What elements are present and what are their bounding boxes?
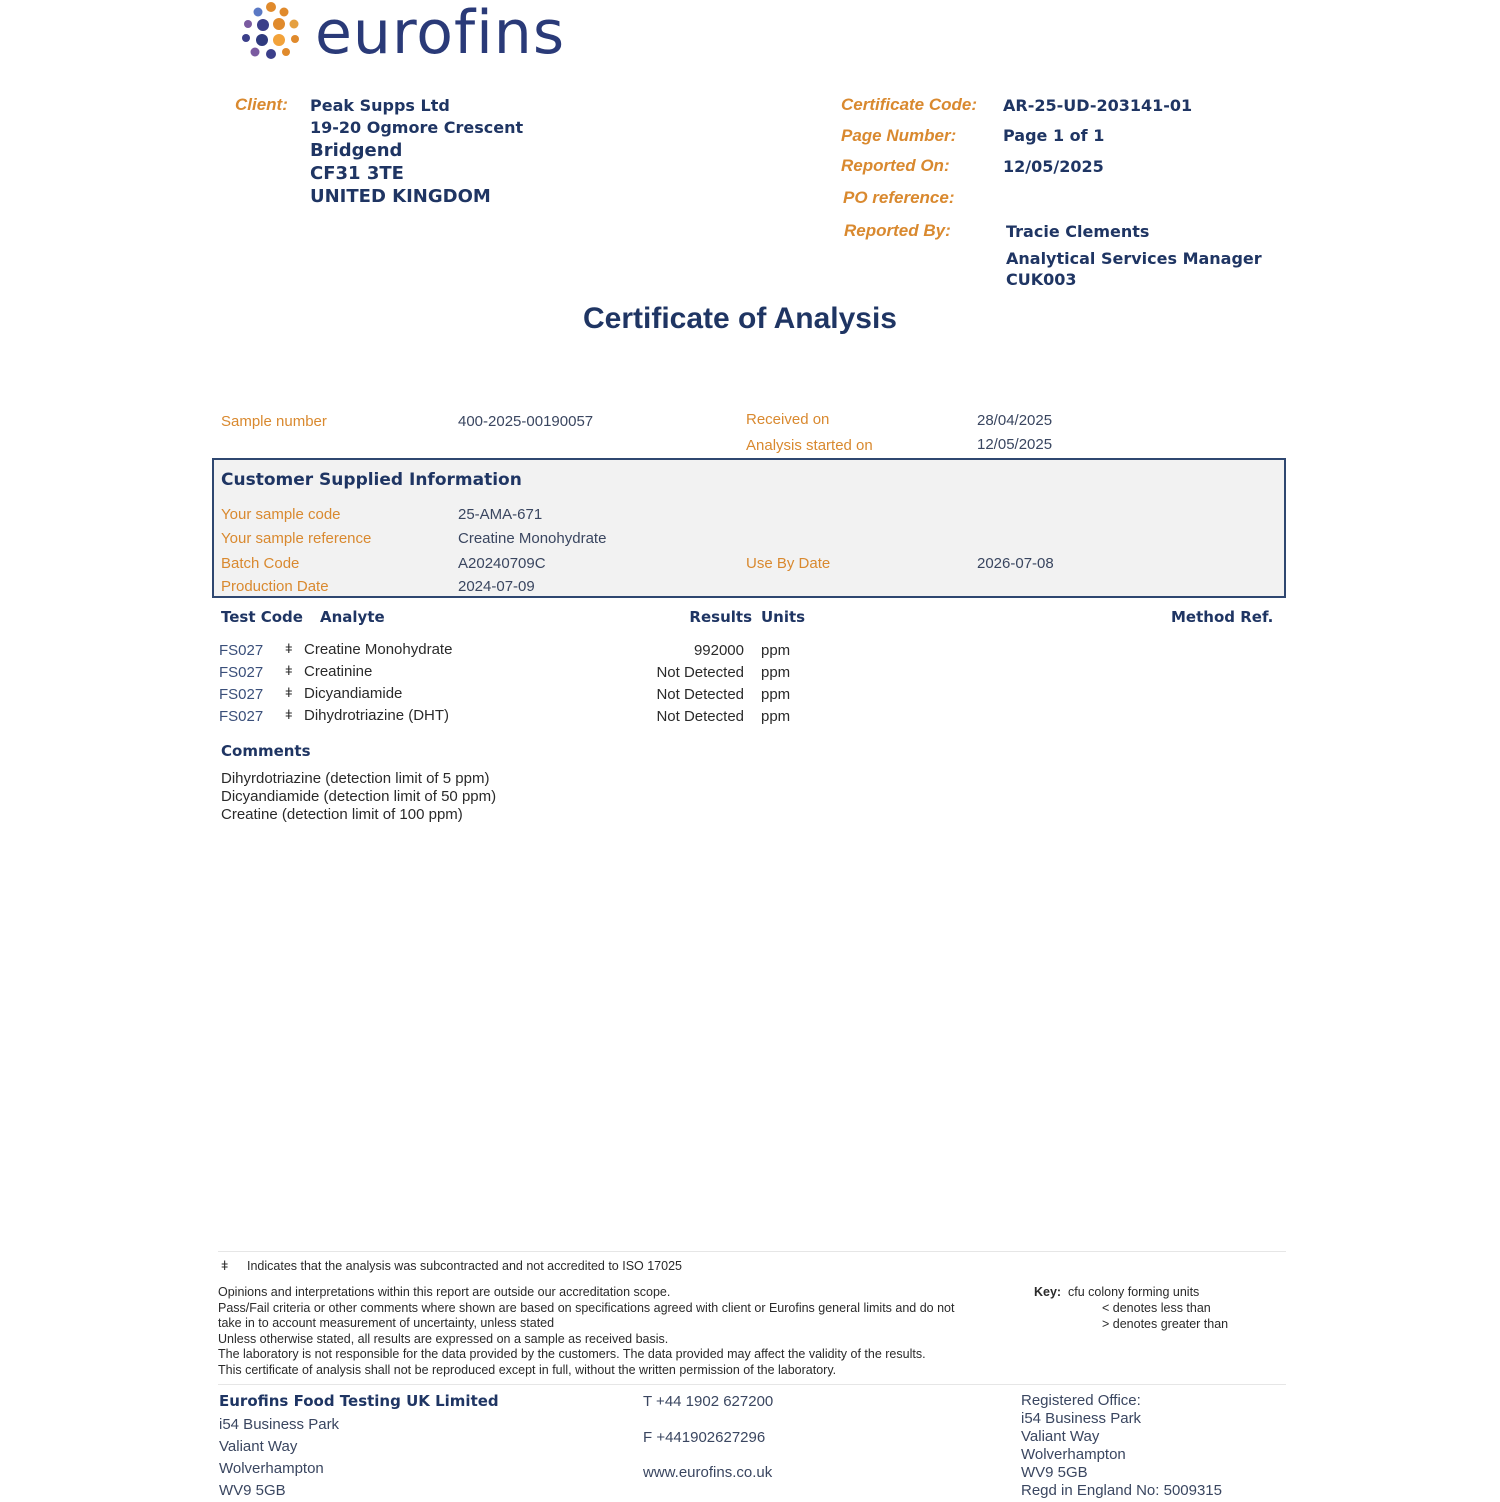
reported-by-id: CUK003 (1006, 270, 1077, 289)
po-reference-label: PO reference: (843, 188, 955, 207)
row-subcontract-mark: ǂ (285, 641, 293, 656)
page-number-value: Page 1 of 1 (1003, 126, 1105, 145)
client-address (310, 95, 523, 208)
key-label: Key: (1034, 1285, 1062, 1299)
header-analyte: Analyte (320, 608, 385, 626)
reported-on-value: 12/05/2025 (1003, 157, 1104, 176)
comment-line: Dihyrdotriazine (detection limit of 5 ppm) (221, 770, 490, 787)
received-on-value: 28/04/2025 (977, 412, 1053, 429)
row-analyte: Creatine Monohydrate (304, 641, 453, 658)
row-analyte: Dihydrotriazine (DHT) (304, 707, 450, 724)
page-number-label: Page Number: (841, 126, 957, 145)
address-line: Wolverhampton (219, 1460, 324, 1477)
reported-on-label: Reported On: (841, 156, 950, 175)
received-on-label: Received on (746, 411, 830, 428)
sample-reference-label: Your sample reference (221, 530, 372, 547)
client-street: 19-20 Ogmore Crescent (310, 118, 524, 137)
row-result: Not Detected (656, 664, 744, 681)
comments-title: Comments (221, 742, 311, 760)
address-line: i54 Business Park (219, 1416, 340, 1433)
registered-office (1021, 1392, 1222, 1500)
row-test-code: FS027 (219, 664, 264, 681)
registered-line: WV9 5GB (1021, 1464, 1088, 1481)
registered-line: Wolverhampton (1021, 1446, 1126, 1463)
use-by-value: 2026-07-08 (977, 555, 1054, 572)
certificate-code-label: Certificate Code: (841, 95, 978, 114)
reported-by-label: Reported By: (844, 221, 951, 240)
row-test-code: FS027 (219, 642, 264, 659)
sample-number-label: Sample number (221, 413, 327, 430)
footer-divider (218, 1251, 1286, 1252)
row-result: Not Detected (656, 708, 744, 725)
eurofins-logo-text: eurofins (315, 0, 566, 68)
production-date-value: 2024-07-09 (458, 578, 535, 595)
registered-line: Regd in England No: 5009315 (1021, 1482, 1222, 1499)
row-unit: ppm (761, 686, 791, 703)
client-label: Client: (235, 95, 288, 114)
fax-number: F +441902627296 (643, 1429, 766, 1446)
disclaimer-line: Pass/Fail criteria or other comments where shown are based on specifications agreed with client or Eurofins general limits and do not (218, 1300, 955, 1315)
disclaimer-line: Unless otherwise stated, all results are expressed on a sample as received basis. (218, 1331, 669, 1346)
row-unit: ppm (761, 642, 791, 659)
row-subcontract-mark: ǂ (285, 707, 293, 722)
analysis-started-label: Analysis started on (746, 437, 873, 454)
header-units: Units (761, 608, 806, 626)
footnote-mark: ǂ (221, 1259, 229, 1273)
header-test-code: Test Code (221, 608, 303, 626)
company-address (219, 1414, 339, 1502)
sample-code-label: Your sample code (221, 506, 341, 523)
row-result: Not Detected (656, 686, 744, 703)
certificate-code-value: AR-25-UD-203141-01 (1003, 96, 1193, 115)
sample-number-value: 400-2025-00190057 (458, 413, 594, 430)
registered-line: Registered Office: (1021, 1392, 1141, 1409)
analysis-started-value: 12/05/2025 (977, 436, 1053, 453)
key-cfu: cfu colony forming units (1068, 1285, 1200, 1299)
row-analyte: Creatinine (304, 663, 373, 680)
website-link[interactable]: www.eurofins.co.uk (643, 1464, 773, 1481)
batch-code-label: Batch Code (221, 555, 300, 572)
client-country: UNITED KINGDOM (310, 186, 491, 207)
row-subcontract-mark: ǂ (285, 685, 293, 700)
header-results: Results (689, 608, 752, 626)
row-subcontract-mark: ǂ (285, 663, 293, 678)
production-date-label: Production Date (221, 578, 329, 595)
sample-reference-value: Creatine Monohydrate (458, 530, 607, 547)
page-title: Certificate of Analysis (583, 302, 897, 335)
comment-line: Creatine (detection limit of 100 ppm) (221, 806, 463, 823)
footnote-text: Indicates that the analysis was subcontracted and not accredited to ISO 17025 (247, 1259, 682, 1273)
address-line: WV9 5GB (219, 1482, 286, 1499)
client-postcode: CF31 3TE (310, 163, 404, 184)
registered-line: Valiant Way (1021, 1428, 1100, 1445)
key-greater-than: > denotes greater than (1102, 1317, 1229, 1331)
customer-info-title: Customer Supplied Information (221, 470, 522, 490)
reported-by-title: Analytical Services Manager (1006, 249, 1262, 268)
header-method-ref: Method Ref. (1171, 608, 1274, 626)
disclaimer (218, 1285, 1018, 1379)
row-result: 992000 (693, 642, 744, 659)
disclaimer-line: The laboratory is not responsible for the data provided by the customers. The data provided may affect the validity of the results. (218, 1347, 926, 1362)
address-line: Valiant Way (219, 1438, 298, 1455)
row-test-code: FS027 (219, 686, 264, 703)
reported-by-name: Tracie Clements (1006, 222, 1150, 241)
phone-number: T +44 1902 627200 (643, 1393, 774, 1410)
use-by-label: Use By Date (746, 555, 831, 572)
comments-body (221, 770, 496, 824)
client-name: Peak Supps Ltd (310, 96, 450, 115)
row-analyte: Dicyandiamide (304, 685, 403, 702)
batch-code-value: A20240709C (458, 555, 546, 572)
client-town: Bridgend (310, 140, 403, 161)
row-unit: ppm (761, 664, 791, 681)
disclaimer-line: Opinions and interpretations within this report are outside our accreditation scope. (218, 1285, 671, 1299)
disclaimer-line: This certificate of analysis shall not be reproduced except in full, without the written permission of the laboratory. (218, 1362, 837, 1377)
key-less-than: < denotes less than (1102, 1301, 1211, 1315)
comment-line: Dicyandiamide (detection limit of 50 ppm) (221, 788, 497, 805)
registered-line: i54 Business Park (1021, 1410, 1142, 1427)
company-name: Eurofins Food Testing UK Limited (219, 1392, 499, 1410)
eurofins-dots-logo-icon (238, 0, 304, 62)
row-unit: ppm (761, 708, 791, 725)
sample-code-value: 25-AMA-671 (458, 506, 543, 523)
row-test-code: FS027 (219, 708, 264, 725)
disclaimer-line: take in to account measurement of uncertainty, unless stated (218, 1316, 555, 1331)
footer-divider (218, 1384, 1286, 1385)
